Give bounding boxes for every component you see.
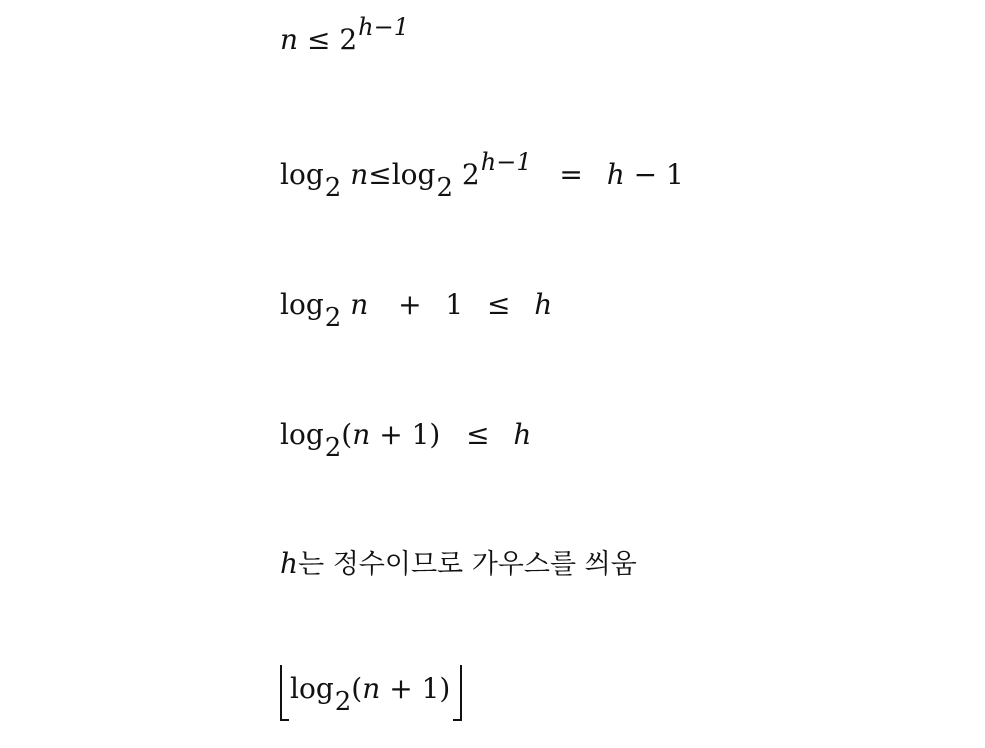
var-h: h xyxy=(513,418,532,451)
var-h: h xyxy=(280,547,299,580)
equation-line-3 xyxy=(280,288,553,333)
var-n: n xyxy=(350,288,369,321)
equation-line-1 xyxy=(280,13,409,56)
plus-symbol: + xyxy=(398,288,422,321)
var-h: h xyxy=(606,158,625,191)
log-base: 2 xyxy=(324,433,342,463)
var-n: n xyxy=(280,23,299,56)
right-paren: ) xyxy=(429,418,441,451)
equation-line-2 xyxy=(280,148,684,203)
right-paren: ) xyxy=(439,672,451,705)
var-h: h xyxy=(534,288,553,321)
plus-symbol: + xyxy=(379,418,403,451)
log-base: 2 xyxy=(324,173,342,203)
var-n: n xyxy=(352,418,371,451)
left-paren: ( xyxy=(341,418,353,451)
log-function: log xyxy=(290,672,334,705)
left-bracket xyxy=(280,665,289,721)
exponent: h−1 xyxy=(480,148,532,176)
var-n: n xyxy=(362,672,381,705)
le-symbol: ≤ xyxy=(486,288,511,321)
log-function: log xyxy=(280,158,324,191)
left-paren: ( xyxy=(351,672,363,705)
log-function: log xyxy=(280,418,324,451)
le-symbol: ≤ xyxy=(368,158,392,191)
right-bracket xyxy=(453,665,462,721)
log-base: 2 xyxy=(324,303,342,333)
equation-line-6 xyxy=(280,672,462,717)
log-function: log xyxy=(280,288,324,321)
log-function: log xyxy=(391,158,436,191)
le-symbol: ≤ xyxy=(466,418,490,451)
equals-symbol: = xyxy=(559,158,583,191)
explanation-line xyxy=(280,547,637,580)
minus-symbol: − xyxy=(633,158,658,191)
var-n: n xyxy=(350,158,369,191)
log-base: 2 xyxy=(436,173,454,203)
number-one: 1 xyxy=(445,288,464,321)
number-one: 1 xyxy=(421,672,440,705)
equation-line-4 xyxy=(280,418,532,463)
korean-explanation: 는 정수이므로 가우스를 씌움 xyxy=(298,549,637,580)
plus-symbol: + xyxy=(389,672,413,705)
ceiling-bracket xyxy=(280,672,462,717)
exponent: h−1 xyxy=(358,13,409,41)
base-two: 2 xyxy=(339,23,358,56)
base-two: 2 xyxy=(461,158,480,191)
number-one: 1 xyxy=(666,158,684,191)
log-base: 2 xyxy=(334,687,352,717)
number-one: 1 xyxy=(411,418,430,451)
le-symbol: ≤ xyxy=(306,23,331,56)
